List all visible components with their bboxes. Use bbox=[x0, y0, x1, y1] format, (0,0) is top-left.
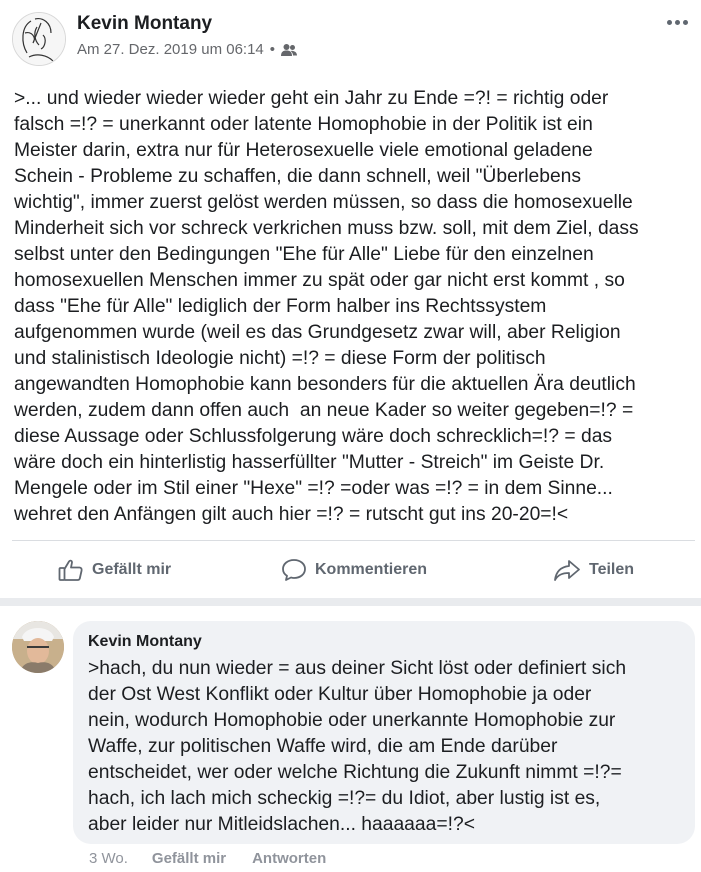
thumbs-up-icon bbox=[58, 558, 84, 582]
comment-text-line: der Ost West Konflikt oder Kultur über Homophobie ja oder bbox=[88, 684, 592, 705]
sketch-portrait-icon bbox=[13, 13, 65, 65]
post-actions-bar bbox=[0, 541, 701, 599]
post-text-line: homosexuellen Menschen immer zu spät oder gar nicht erst kommt , so bbox=[14, 270, 625, 291]
post-text-line: Schein - Probleme zu schaffen, die dann schnell, weil "Überlebens bbox=[14, 166, 582, 187]
share-label: Teilen bbox=[589, 561, 635, 578]
comment-label: Kommentieren bbox=[315, 561, 428, 578]
friends-icon[interactable] bbox=[281, 43, 297, 57]
comment-footer bbox=[89, 850, 326, 867]
post-text-line: wehret den Anfängen gilt auch hier =!? = rutscht gut ins 20-20=!< bbox=[14, 504, 569, 525]
comment-bubble bbox=[73, 621, 695, 844]
share-arrow-icon bbox=[553, 558, 581, 582]
post-text-line: Minderheit sich vor schreck verkrichen muss bzw. soll, mit dem Ziel, dass bbox=[14, 218, 639, 239]
post-text-line: dass "Ehe für Alle" lediglich der Form halber ins Rechtssystem bbox=[14, 296, 547, 317]
comment-text-line: nein, wodurch Homophobie oder unerkannte Homophobie zur bbox=[88, 710, 616, 731]
comment-text-line: >hach, du nun wieder = aus deiner Sicht löst oder definiert sich bbox=[88, 658, 627, 679]
comment-text-line: Waffe, zur politischen Waffe wird, die am Ende darüber bbox=[88, 736, 558, 757]
post-text-line: werden, zudem dann offen auch an neue Kader so weiter gegeben=!? = bbox=[14, 400, 634, 421]
comment-body bbox=[88, 656, 688, 838]
more-options-icon[interactable] bbox=[664, 12, 690, 32]
post-author-name[interactable]: Kevin Montany bbox=[77, 13, 213, 34]
post-text-line: wäre doch ein hinterlistig hasserfüllter "Mutter - Streich" im Geiste Dr. bbox=[14, 452, 605, 473]
profile-photo-icon bbox=[12, 621, 64, 673]
post-text-line: angewandten Homophobie kann besonders für die aktuellen Ära deutlich bbox=[14, 374, 636, 395]
commenter-avatar[interactable] bbox=[12, 621, 64, 673]
post-text-line: selbst unter den Bedingungen "Ehe für Alle" Liebe für den einzelnen bbox=[14, 244, 594, 265]
share-button[interactable] bbox=[553, 541, 634, 599]
comment-like-button[interactable]: Gefällt mir bbox=[151, 850, 227, 867]
post-text-line: Mengele oder im Stil einer "Hexe" =!? =oder was =!? = in dem Sinne... bbox=[14, 478, 613, 499]
post-text-line: falsch =!? = unerkannt oder latente Homophobie in der Politik ist ein bbox=[14, 114, 593, 135]
post-body bbox=[14, 86, 694, 528]
comment-text-line: entscheidet, wer oder welche Richtung die Zukunft nimmt =!?= bbox=[88, 762, 622, 783]
post-text-line: aufgenommen wurde (weil es das Grundgesetz zwar will, aber Religion bbox=[14, 322, 621, 343]
comment-bubble-icon bbox=[281, 558, 307, 582]
post-timestamp[interactable]: Am 27. Dez. 2019 um 06:14 bbox=[77, 41, 264, 58]
like-button[interactable] bbox=[58, 541, 171, 599]
post-text-line: und stalinistisch Ideologie nicht) =!? = diese Form der politisch bbox=[14, 348, 546, 369]
comment-author-name[interactable]: Kevin Montany bbox=[88, 633, 202, 650]
post-meta bbox=[77, 41, 297, 58]
meta-separator: • bbox=[269, 41, 276, 58]
author-avatar[interactable] bbox=[12, 12, 66, 66]
post-text-line: diese Aussage oder Schlussfolgerung wäre doch schrecklich=!? = das bbox=[14, 426, 613, 447]
post-text-line: wichtig", immer zuerst gelöst werden müssen, so dass die homosexuelle bbox=[14, 192, 633, 213]
comment-text-line: hach, ich lach mich scheckig =!?= du Idiot, aber lustig ist es, bbox=[88, 788, 601, 809]
post-header bbox=[0, 0, 701, 72]
comment-reply-button[interactable]: Antworten bbox=[252, 850, 327, 867]
section-separator bbox=[0, 598, 701, 606]
comment-text-line: aber leider nur Mitleidslachen... haaaaaa=!?< bbox=[88, 814, 475, 835]
post-text-line: >... und wieder wieder wieder geht ein Jahr zu Ende =?! = richtig oder bbox=[14, 88, 609, 109]
post-text-line: Meister darin, extra nur für Heterosexuelle viele emotional geladene bbox=[14, 140, 593, 161]
like-label: Gefällt mir bbox=[92, 561, 172, 578]
comment-button[interactable] bbox=[281, 541, 427, 599]
comment-timestamp[interactable]: 3 Wo. bbox=[89, 850, 128, 867]
